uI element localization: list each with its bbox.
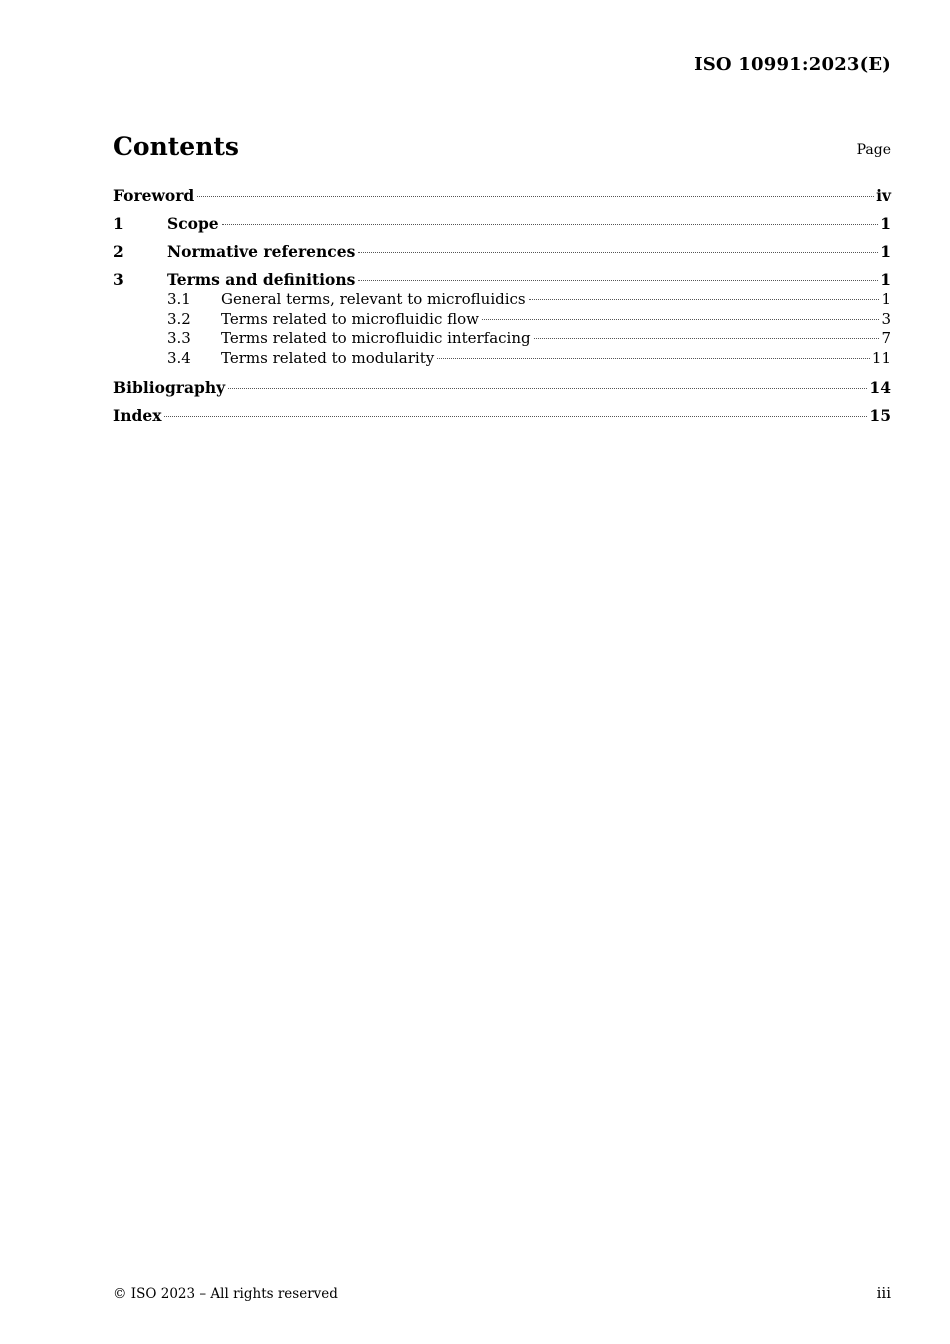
toc-entry-title: Bibliography: [113, 377, 226, 397]
toc-subentry-3-4[interactable]: [113, 349, 891, 378]
table-of-contents: [113, 186, 891, 434]
toc-entry-number: 1: [113, 214, 124, 233]
dot-leader: [222, 224, 879, 225]
toc-entry-bibliography[interactable]: [113, 378, 891, 406]
toc-subentry-3-2[interactable]: [113, 310, 891, 330]
dot-leader: [437, 358, 870, 359]
dot-leader: [197, 196, 874, 197]
toc-entry-page: 1: [880, 270, 891, 289]
contents-heading-row: [113, 132, 891, 166]
toc-entry-terms-and-definitions[interactable]: [113, 270, 891, 290]
toc-entry-number: 3.1: [167, 290, 191, 308]
toc-entry-page: 3: [881, 309, 891, 328]
toc-entry-title: Terms related to microfluidic interfacing: [221, 329, 531, 347]
toc-entry-scope[interactable]: [113, 214, 891, 242]
toc-entry-page: 14: [869, 377, 891, 397]
toc-entry-title: Normative references: [167, 242, 356, 261]
toc-entry-normative-references[interactable]: [113, 242, 891, 270]
toc-entry-index[interactable]: [113, 406, 891, 434]
toc-entry-foreword[interactable]: [113, 186, 891, 214]
dot-leader: [529, 299, 880, 300]
dot-leader: [482, 319, 879, 320]
toc-entry-title: Terms and definitions: [167, 270, 356, 289]
toc-entry-title: Terms related to microfluidic flow: [221, 309, 479, 328]
toc-entry-title: Scope: [167, 214, 219, 233]
document-id-header: ISO 10991:2023(E): [694, 54, 891, 75]
dot-leader: [164, 416, 867, 417]
toc-subentry-3-3[interactable]: [113, 329, 891, 349]
dot-leader: [228, 388, 867, 389]
toc-entry-number: 3.4: [167, 348, 191, 367]
toc-entry-number: 3.2: [167, 309, 191, 328]
dot-leader: [358, 252, 878, 253]
toc-entry-title: Foreword: [113, 186, 195, 205]
toc-entry-number: 2: [113, 242, 124, 261]
page-number: iii: [876, 1284, 891, 1302]
toc-entry-page: 7: [881, 329, 891, 347]
toc-subentry-3-1[interactable]: [113, 290, 891, 310]
toc-entry-number: 3: [113, 270, 124, 289]
copyright-notice: © ISO 2023 – All rights reserved: [113, 1286, 338, 1302]
contents-title: Contents: [113, 132, 240, 161]
toc-entry-page: 11: [871, 348, 891, 367]
toc-entry-page: 1: [880, 242, 891, 261]
page-column-label: Page: [856, 142, 891, 158]
dot-leader: [358, 280, 878, 281]
toc-entry-title: General terms, relevant to microfluidics: [221, 290, 526, 308]
toc-entry-title: Index: [113, 405, 162, 425]
toc-entry-number: 3.3: [167, 329, 191, 347]
toc-entry-page: 1: [881, 290, 891, 308]
toc-entry-title: Terms related to modularity: [221, 348, 435, 367]
toc-entry-page: 15: [869, 405, 891, 425]
toc-entry-page: 1: [880, 214, 891, 233]
dot-leader: [534, 338, 880, 339]
toc-entry-page: iv: [876, 186, 891, 205]
